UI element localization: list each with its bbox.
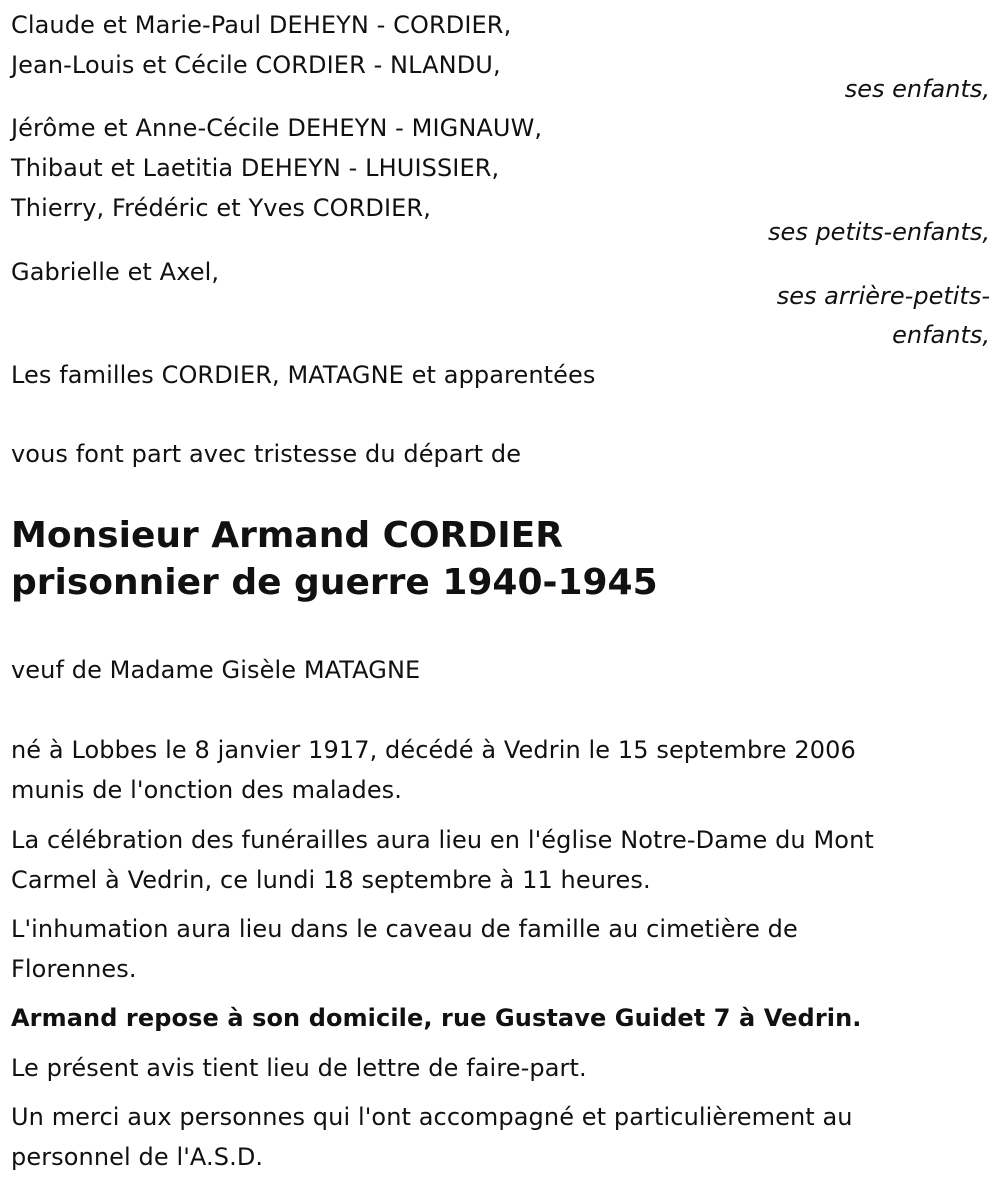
grandchild-line-3: Thierry, Frédéric et Yves CORDIER, — [11, 194, 431, 222]
announcement-line: vous font part avec tristesse du départ de — [11, 440, 522, 468]
deceased-title: prisonnier de guerre 1940-1945 — [11, 562, 658, 603]
grandchild-line-2: Thibaut et Laetitia DEHEYN - LHUISSIER, — [11, 154, 500, 182]
notice-line: Le présent avis tient lieu de lettre de faire-part. — [11, 1054, 587, 1082]
thanks-line-1: Un merci aux personnes qui l'ont accompagné et particulièrement au — [11, 1103, 853, 1131]
widower-line: veuf de Madame Gisèle MATAGNE — [11, 656, 421, 684]
child-line-1: Claude et Marie-Paul DEHEYN - CORDIER, — [11, 11, 512, 39]
repose-line: Armand repose à son domicile, rue Gustave Guidet 7 à Vedrin. — [11, 1004, 862, 1032]
great-grandchildren-role-line-2: enfants, — [892, 321, 990, 349]
funeral-line-1: La célébration des funérailles aura lieu en l'église Notre-Dame du Mont — [11, 826, 874, 854]
grandchildren-role: ses petits-enfants, — [768, 218, 990, 246]
burial-line-2: Florennes. — [11, 955, 137, 983]
birth-death-line-2: munis de l'onction des malades. — [11, 776, 403, 804]
funeral-line-2: Carmel à Vedrin, ce lundi 18 septembre à 11 heures. — [11, 866, 651, 894]
great-grandchild-line-1: Gabrielle et Axel, — [11, 258, 220, 286]
thanks-line-2: personnel de l'A.S.D. — [11, 1143, 264, 1171]
children-role: ses enfants, — [844, 75, 990, 103]
burial-line-1: L'inhumation aura lieu dans le caveau de famille au cimetière de — [11, 915, 798, 943]
families-line: Les familles CORDIER, MATAGNE et apparentées — [11, 361, 596, 389]
deceased-name: Monsieur Armand CORDIER — [11, 515, 563, 556]
grandchild-line-1: Jérôme et Anne-Cécile DEHEYN - MIGNAUW, — [11, 114, 543, 142]
birth-death-line-1: né à Lobbes le 8 janvier 1917, décédé à Vedrin le 15 septembre 2006 — [11, 736, 856, 764]
great-grandchildren-role-line-1: ses arrière-petits- — [776, 282, 990, 310]
child-line-2: Jean-Louis et Cécile CORDIER - NLANDU, — [11, 51, 501, 79]
